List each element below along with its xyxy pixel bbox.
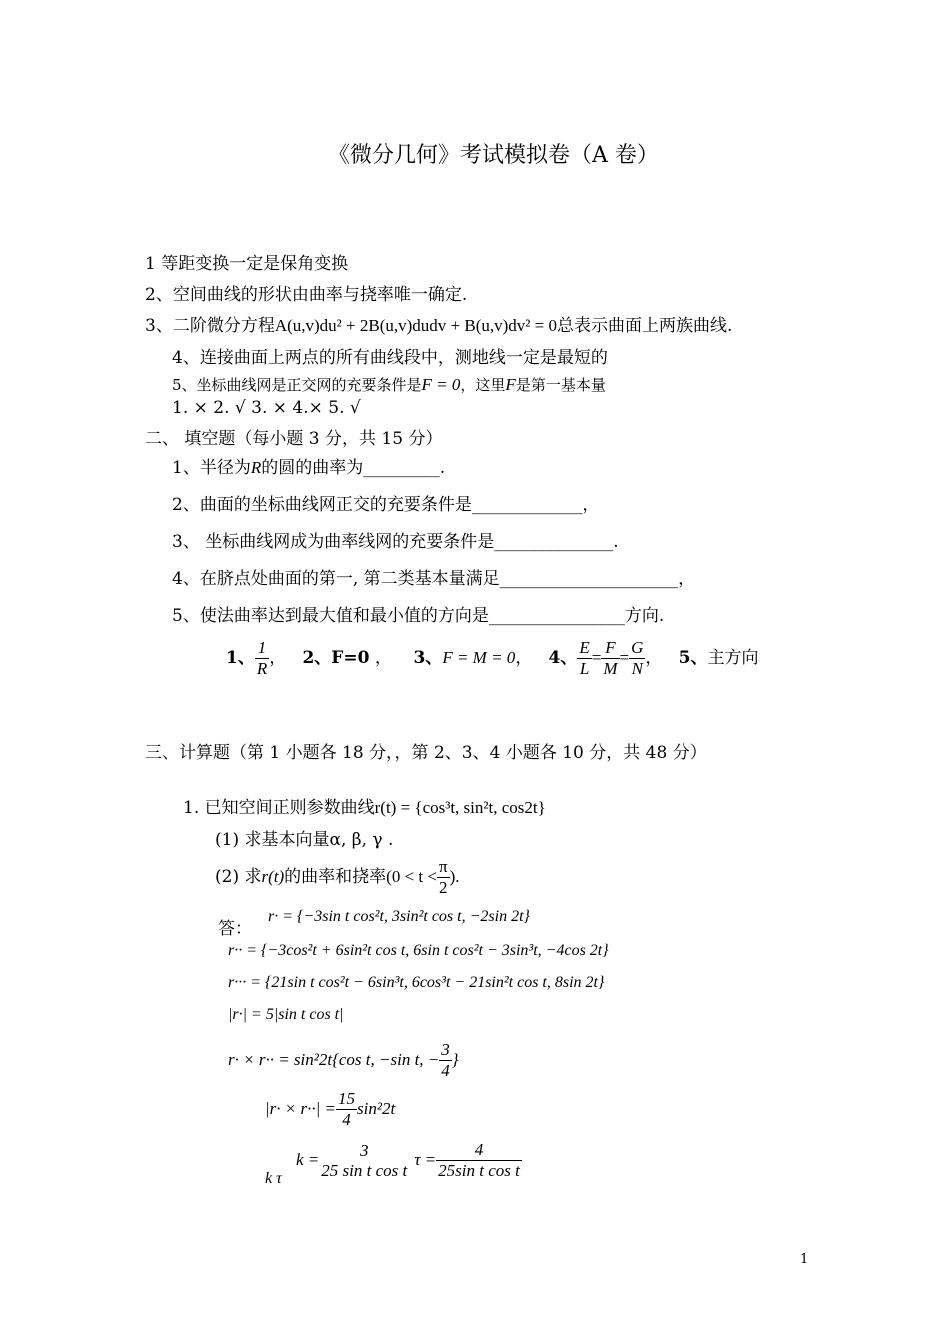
fill-ans4-n3: G [631,638,644,657]
fill-ans2: 2、F=0 [302,648,370,668]
calc-q1-formula: r(t) = {cos³t, sin²t, cos2t} [374,798,546,817]
calc-q1-range-b: ). [449,867,460,886]
answer-line-5-frac [439,1040,452,1081]
judgement-q2: 2、空间曲线的形状由曲率与挠率唯一确定. [145,285,468,305]
judgement-q5-suffix: 是第一基本量 [515,376,606,394]
fill-q3: 3、 坐标曲线网成为曲率线网的充要条件是______________. [172,532,619,552]
answer-line-6-num: 15 [338,1089,356,1108]
calc-q1-range-a: (0 < t < [386,867,437,886]
answer-line-5-den: 4 [441,1061,450,1080]
answer-line-5-num: 3 [441,1040,450,1059]
judgement-q5-var: F [505,375,516,394]
answer-k-frac [319,1141,409,1181]
fill-q5: 5、使法曲率达到最大值和最小值的方向是________________方向. [172,606,665,626]
fill-ans4-label: 4、 [548,648,578,668]
fill-ans1-fraction [255,638,269,679]
judgement-q1: 1 等距变换一定是保角变换 [145,254,349,274]
answer-line-3: r··· = {21sin t cos²t − 6sin³t, 6cos³t − 21sin²t cos t, 8sin 2t} [228,974,605,991]
fill-q1-var: R [250,458,262,477]
judgement-q5-formula: F = 0 [421,375,461,394]
fill-ans5-text: 主方向 [707,648,759,668]
answer-line-2: r·· = {−3cos²t + 6sin²t cos t, 6sin t cos²t − 3sin³t, −4cos 2t} [228,942,609,959]
answer-line-7 [296,1140,522,1181]
fill-ans4-d3: N [631,659,643,678]
answer-line-5 [228,1040,459,1081]
calc-q1-part1: (1) 求基本向量α, β, γ . [215,830,394,850]
calc-q1-a: 1. 已知空间正则参数曲线 [183,798,375,818]
calc-q1-part2-a: (2) 求 [215,867,262,887]
answer-tau-frac [436,1140,522,1181]
judgement-answers: 1. × 2. √ 3. × 4.× 5. √ [172,398,361,418]
answer-tau-eq: τ = [414,1150,437,1169]
judgement-q3-prefix: 3、二阶微分方程 [145,316,275,336]
fill-ans4-frac2 [601,638,619,679]
fill-q4: 4、在脐点处曲面的第一, 第二类基本量满足_____________________， [172,569,696,589]
answer-line-6 [265,1089,395,1130]
answer-line-4: |r·| = 5|sin t cos t| [228,1006,344,1023]
calc-header: 三、计算题（第 1 小题各 18 分，，第 2、3、4 小题各 10 分，共 48 分） [145,743,707,763]
judgement-q5 [172,374,606,395]
judgement-q4: 4、连接曲面上两点的所有曲线段中，测地线一定是最短的 [172,348,608,368]
answer-line-5-a: r· × r·· = sin²2t{cos t, −sin t, − [228,1050,440,1069]
calc-q1-two: 2 [439,878,448,897]
judgement-q3-formula: A(u,v)du² + 2B(u,v)dudv + B(u,v)dv² = 0 [274,316,557,335]
judgement-q5-mid: ，这里 [460,376,506,394]
calc-q1-pi-frac [437,857,450,898]
answer-k-num: 3 [360,1140,369,1160]
calc-q1-pi: π [438,857,448,876]
fill-ans4-frac3 [629,638,645,679]
answer-line-6-den: 4 [342,1110,351,1129]
fill-ans4-n2: F [601,638,619,659]
fill-ans4-n1: E [579,638,590,657]
fill-ans4-d1: L [579,659,590,678]
answer-line-6-b: sin²2t [357,1099,396,1118]
calc-q1-part2 [215,857,459,898]
answer-line-6-frac [336,1089,357,1130]
answer-label: 答： [218,919,252,939]
fill-ans1-num: 1 [255,638,269,659]
answer-line-1: r· = {−3sin t cos²t, 3sin²t cos t, −2sin 2t} [268,908,530,925]
fill-answers-row: 1、 $\frac{1}{R}$ ， 2、F=0 ， 3、F = M = 0， 4、 $\frac{E}{L}$ = $\frac{F}{M}$ = $\frac{G}{N}$ ， 5、主方向 [226,638,759,678]
fill-q1 [172,453,445,478]
fill-q1-b: 的圆的曲率为_________. [261,458,446,478]
judgement-q3 [145,311,732,336]
answer-k-den: 25 sin t cos t [321,1160,408,1180]
answer-line-5-b: } [451,1050,459,1069]
page-number: 1 [800,1252,809,1267]
calc-q1 [183,793,546,818]
fill-ans4-frac1 [577,638,591,679]
fill-q2: 2、曲面的坐标曲线网正交的充要条件是_____________， [172,495,600,515]
answer-tau-num: 4 [436,1140,522,1161]
judgement-q3-suffix: 总表示曲面上两族曲线. [556,316,733,336]
fill-ans3-formula: F = M = 0 [442,648,516,667]
fill-ans5-label: 5、 [678,648,708,668]
fill-header: 二、 填空题（每小题 3 分，共 15 分） [145,429,443,449]
fill-q1-a: 1、半径为 [172,458,251,478]
answer-tau-den: 25sin t cos t [438,1161,520,1180]
answer-line-7-label: k τ [265,1170,282,1187]
answer-k-eq: k = [296,1150,320,1169]
fill-ans1-den: R [256,659,268,678]
calc-q1-part2-r: r(t) [261,867,285,886]
fill-ans4-d2: M [603,659,618,678]
calc-q1-part2-b: 的曲率和挠率 [284,867,387,887]
fill-ans1-label: 1、 [226,648,255,668]
fill-ans3-label: 3、 [413,648,443,668]
answer-line-6-a: |r· × r··| = [265,1099,337,1118]
page-title: 《微分几何》考试模拟卷（A 卷） [328,143,659,168]
judgement-q5-prefix: 5、坐标曲线网是正交网的充要条件是 [172,376,422,394]
